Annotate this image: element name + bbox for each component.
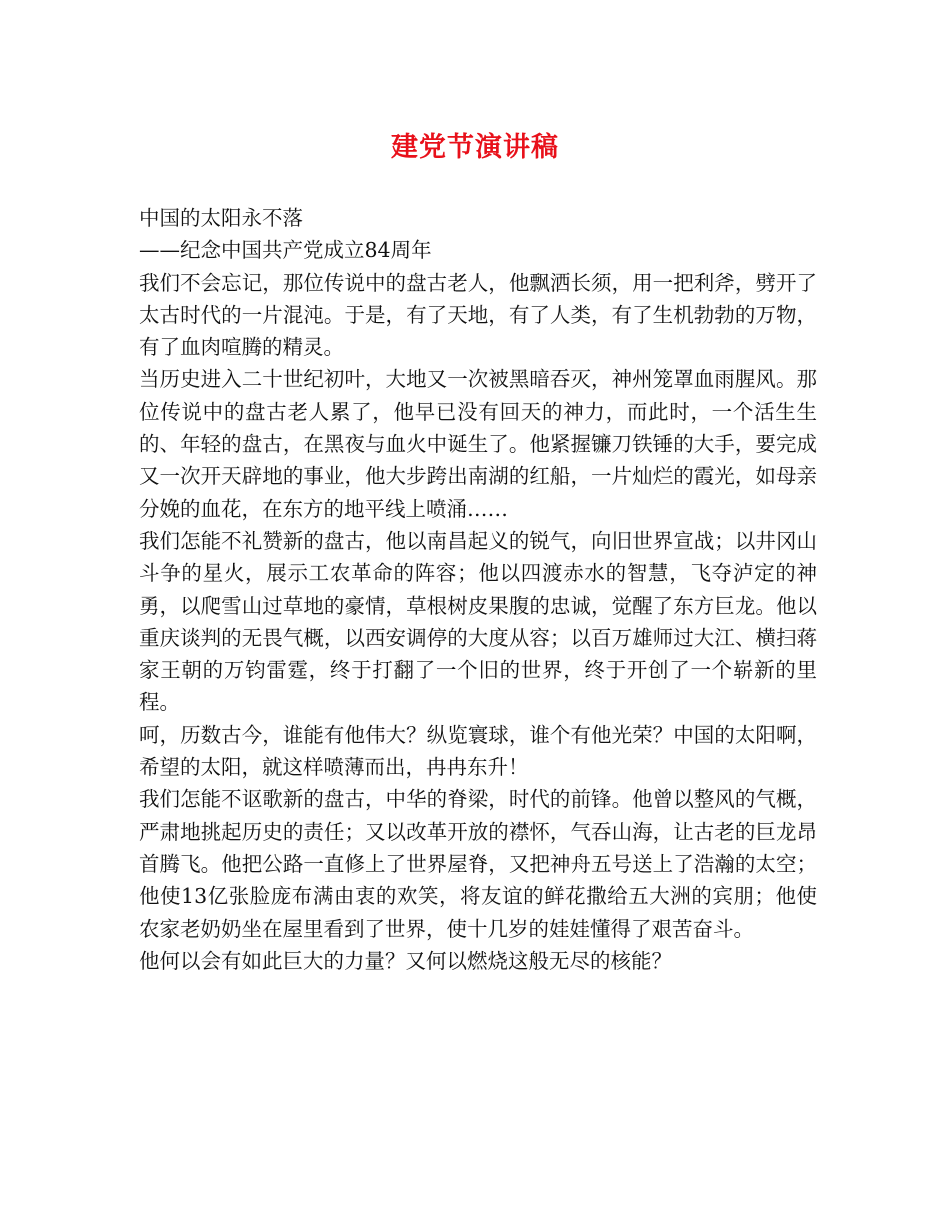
paragraph: 他何以会有如此巨大的力量？又何以燃烧这般无尽的核能？ [139, 948, 672, 973]
subtitle: 中国的太阳永不落 [139, 206, 303, 230]
dedication-line: ——纪念中国共产党成立84周年 [139, 238, 432, 263]
paragraph: 我们怎能不礼赞新的盘古，他以南昌起义的锐气，向旧世界宣战；以井冈山斗争的星火，展示工农革命的阵容；他以四渡赤水的智慧，飞夺泸定的神勇，以爬雪山过草地的豪情，草根树皮果腹的忠诚，觉醒了东方巨龙。他以重庆谈判的无畏气概，以西安调停的大度从容；以百万雄师过大江、横扫蒋家王朝的万钧雷霆，终于打翻了一个旧的世界，终于开创了一个崭新的里程。 [139, 528, 817, 715]
paragraph: 当历史进入二十世纪初叶，大地又一次被黑暗吞灭，神州笼罩血雨腥风。那位传说中的盘古老人累了，他早已没有回天的神力，而此时，一个活生生的、年轻的盘古，在黑夜与血火中诞生了。他紧握镰刀铁锤的大手，要完成又一次开天辟地的事业，他大步跨出南湖的红船，一片灿烂的霞光，如母亲分娩的血花，在东方的地平线上喷涌…… [139, 367, 817, 521]
document-title: 建党节演讲稿 [391, 132, 559, 163]
paragraph: 我们怎能不讴歌新的盘古，中华的脊梁，时代的前锋。他曾以整风的气概，严肃地挑起历史的责任；又以改革开放的襟怀，气吞山海，让古老的巨龙昂首腾飞。他把公路一直修上了世界屋脊，又把神舟五号送上了浩瀚的太空；他使13亿张脸庞布满由衷的欢笑，将友谊的鲜花撒给五大洲的宾朋；他使农家老奶奶坐在屋里看到了世界，使十几岁的娃娃懂得了艰苦奋斗。 [139, 787, 817, 941]
document-body [139, 202, 817, 977]
paragraph: 呵，历数古今，谁能有他伟大？纵览寰球，谁个有他光荣？中国的太阳啊，希望的太阳，就这样喷薄而出，冉冉东升！ [139, 722, 817, 780]
paragraph: 我们不会忘记，那位传说中的盘古老人，他飘洒长须，用一把利斧，劈开了太古时代的一片混沌。于是，有了天地，有了人类，有了生机勃勃的万物，有了血肉喧腾的精灵。 [139, 270, 817, 360]
